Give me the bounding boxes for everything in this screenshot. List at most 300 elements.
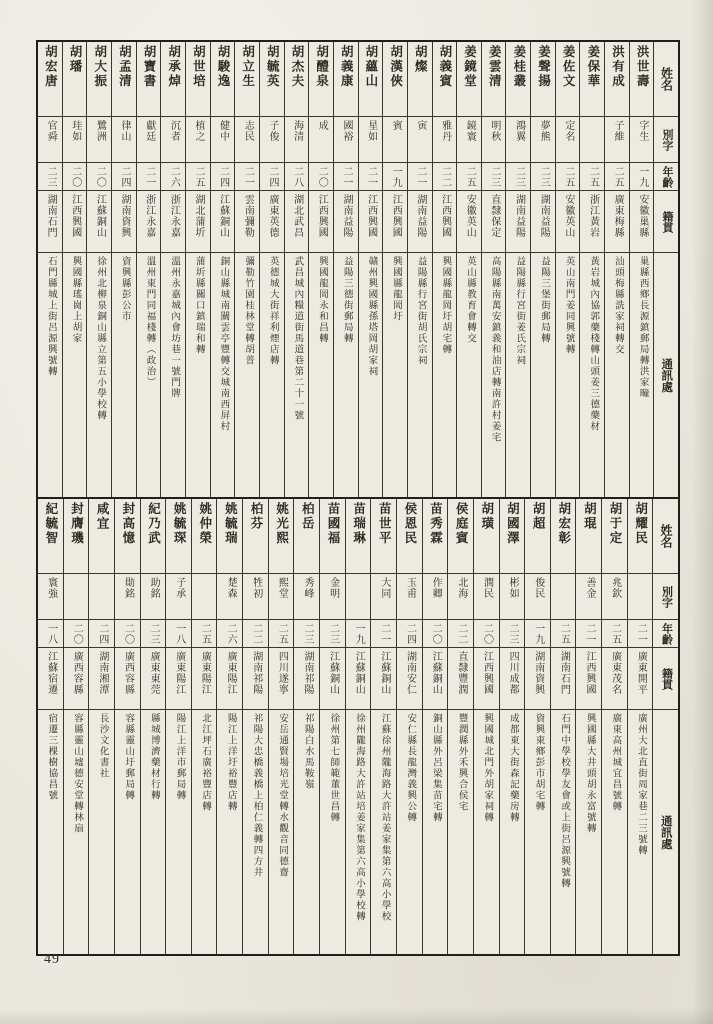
age-cell: 一八 bbox=[38, 619, 63, 647]
column-header-person-name: 姓名 bbox=[659, 67, 674, 91]
native-place-cell: 湖北蒲圻 bbox=[186, 190, 210, 252]
courtesy-name-cell: 植之 bbox=[186, 116, 210, 162]
contact-address-cell: 黃岩城內協郭藥棧轉山頭姜三德藥材 bbox=[580, 252, 604, 497]
person-name-cell: 胡孟清 bbox=[117, 45, 132, 89]
age-cell: 一八 bbox=[166, 619, 191, 647]
age-cell: 二三 bbox=[531, 162, 555, 190]
native-place-cell: 廣東英德 bbox=[260, 190, 284, 252]
person-column bbox=[268, 499, 294, 954]
page-number: 49 bbox=[44, 952, 60, 967]
native-place-cell: 安徽英山 bbox=[457, 190, 481, 252]
courtesy-name-cell: 定名 bbox=[556, 116, 580, 162]
person-name-cell: 胡義康 bbox=[339, 45, 354, 89]
native-place-cell: 江蘇銅山 bbox=[87, 190, 111, 252]
native-place-cell: 湖北武昌 bbox=[285, 190, 309, 252]
contact-address-cell: 彌勒竹園桂林堂轉胡普 bbox=[235, 252, 259, 497]
courtesy-name-cell: 子俊 bbox=[260, 116, 284, 162]
age-cell: 二五 bbox=[192, 619, 217, 647]
person-column bbox=[370, 499, 396, 954]
courtesy-name-cell bbox=[89, 573, 114, 619]
person-name-cell: 紀乃武 bbox=[146, 502, 161, 546]
native-place-cell: 廣東梅縣 bbox=[605, 190, 629, 252]
courtesy-name-cell: 玉甫 bbox=[397, 573, 422, 619]
person-column bbox=[293, 499, 319, 954]
courtesy-name-cell: 彬如 bbox=[500, 573, 525, 619]
courtesy-name-cell: 潤民 bbox=[474, 573, 499, 619]
person-column bbox=[524, 499, 550, 954]
native-place-cell: 湖南益陽 bbox=[334, 190, 358, 252]
age-cell: 二六 bbox=[161, 162, 185, 190]
courtesy-name-cell: 寰強 bbox=[38, 573, 63, 619]
contact-address-cell: 石門中學校學友會或上街呂源興號轉 bbox=[551, 709, 576, 954]
native-place-cell: 江蘇銅山 bbox=[371, 647, 396, 709]
native-place-cell: 江西興國 bbox=[309, 190, 333, 252]
person-name-cell: 姜佐文 bbox=[561, 45, 576, 89]
person-column bbox=[499, 499, 525, 954]
courtesy-name-cell: 珪如 bbox=[63, 116, 87, 162]
contact-address-cell: 成都東大街森記藥房轉 bbox=[500, 709, 525, 954]
native-place-cell: 湖南益陽 bbox=[408, 190, 432, 252]
age-cell: 二五 bbox=[551, 619, 576, 647]
person-name-cell: 姚仲榮 bbox=[197, 502, 212, 546]
person-column bbox=[505, 42, 530, 497]
courtesy-name-cell: 作卿 bbox=[423, 573, 448, 619]
person-column bbox=[38, 499, 63, 954]
person-name-cell: 胡燦 bbox=[413, 45, 428, 74]
age-cell: 二三 bbox=[320, 619, 345, 647]
courtesy-name-cell: 獻廷 bbox=[137, 116, 161, 162]
native-place-cell: 浙江永嘉 bbox=[161, 190, 185, 252]
contact-address-cell: 巢縣西鄉長源鎮郵局轉洪家疃 bbox=[630, 252, 654, 497]
native-place-cell: 江西興國 bbox=[63, 190, 87, 252]
native-place-cell: 江蘇宿遷 bbox=[38, 647, 63, 709]
contact-address-cell: 興國龍岡永和昌轉 bbox=[309, 252, 333, 497]
native-place-cell: 江西興國 bbox=[474, 647, 499, 709]
contact-address-cell: 英山縣教育會轉交 bbox=[457, 252, 481, 497]
person-column bbox=[601, 499, 627, 954]
age-cell: 二五 bbox=[457, 162, 481, 190]
age-cell: 二三 bbox=[294, 619, 319, 647]
native-place-cell: 江蘇銅山 bbox=[320, 647, 345, 709]
person-column bbox=[396, 499, 422, 954]
person-name-cell: 胡琨 bbox=[582, 502, 597, 531]
age-cell: 一九 bbox=[630, 162, 654, 190]
column-header-courtesy-name: 別字 bbox=[654, 116, 678, 162]
age-cell: 二一 bbox=[235, 162, 259, 190]
contact-address-cell: 興國縣龍岡圩 bbox=[383, 252, 407, 497]
courtesy-name-cell: 兆欽 bbox=[602, 573, 627, 619]
native-place-cell: 四川成都 bbox=[500, 647, 525, 709]
courtesy-name-cell: 子維 bbox=[605, 116, 629, 162]
person-name-cell: 姜雲清 bbox=[487, 45, 502, 89]
native-place-cell: 湖南安仁 bbox=[397, 647, 422, 709]
courtesy-name-cell: 大同 bbox=[371, 573, 396, 619]
courtesy-name-cell: 北海 bbox=[448, 573, 473, 619]
native-place-cell: 廣西容縣 bbox=[115, 647, 140, 709]
native-place-cell: 浙江黃岩 bbox=[580, 190, 604, 252]
age-cell: 二一 bbox=[576, 619, 601, 647]
person-column bbox=[604, 42, 629, 497]
contact-address-cell: 祁陽大忠橋義橋上柏仁義轉四方井 bbox=[243, 709, 268, 954]
person-name-cell: 柏岳 bbox=[300, 502, 315, 531]
native-place-cell: 廣東開平 bbox=[628, 647, 653, 709]
person-name-cell: 柏芬 bbox=[249, 502, 264, 531]
person-column bbox=[259, 42, 284, 497]
courtesy-name-cell: 牲初 bbox=[243, 573, 268, 619]
contact-address-cell: 安仁縣長龍灣義興公轉 bbox=[397, 709, 422, 954]
contact-address-cell: 陽江上洋圩裕豐店轉 bbox=[217, 709, 242, 954]
person-name-cell: 苗世平 bbox=[377, 502, 392, 546]
courtesy-name-cell: 楚森 bbox=[217, 573, 242, 619]
native-place-cell: 江蘇銅山 bbox=[346, 647, 371, 709]
age-cell: 二一 bbox=[334, 162, 358, 190]
person-column bbox=[136, 42, 161, 497]
directory-table-bottom bbox=[38, 497, 678, 954]
age-cell: 二五 bbox=[269, 619, 294, 647]
courtesy-name-cell bbox=[192, 573, 217, 619]
native-place-cell: 廣東陽江 bbox=[166, 647, 191, 709]
courtesy-name-cell: 官舜 bbox=[38, 116, 62, 162]
native-place-cell: 安徽英山 bbox=[556, 190, 580, 252]
person-column bbox=[165, 499, 191, 954]
native-place-cell: 湖南湘潭 bbox=[89, 647, 114, 709]
column-header-courtesy-name: 別字 bbox=[653, 573, 678, 619]
contact-address-cell: 汕頭梅縣詵家祠轉交 bbox=[605, 252, 629, 497]
age-cell: 二四 bbox=[89, 619, 114, 647]
person-column bbox=[114, 499, 140, 954]
native-place-cell: 廣西容縣 bbox=[64, 647, 89, 709]
courtesy-name-cell: 熙堂 bbox=[269, 573, 294, 619]
person-column bbox=[627, 499, 653, 954]
person-column bbox=[575, 499, 601, 954]
person-column bbox=[210, 42, 235, 497]
person-name-cell: 胡義賓 bbox=[437, 45, 452, 89]
age-cell: 二四 bbox=[260, 162, 284, 190]
age-cell: 二〇 bbox=[309, 162, 333, 190]
courtesy-name-cell: 助銘 bbox=[141, 573, 166, 619]
person-name-cell: 胡駿逸 bbox=[215, 45, 230, 89]
person-column bbox=[308, 42, 333, 497]
person-column bbox=[579, 42, 604, 497]
contact-address-cell: 資興縣彭公市 bbox=[112, 252, 136, 497]
person-name-cell: 侯庭賓 bbox=[454, 502, 469, 546]
person-column bbox=[38, 42, 62, 497]
person-name-cell: 胡醴泉 bbox=[314, 45, 329, 89]
courtesy-name-cell: 沉者 bbox=[161, 116, 185, 162]
contact-address-cell: 興國縣龍岡圩胡宅轉 bbox=[433, 252, 457, 497]
contact-address-cell: 陽江上洋市郵局轉 bbox=[166, 709, 191, 954]
contact-address-cell: 徐州隴海路大許站培姜家集第六高小學校轉 bbox=[346, 709, 371, 954]
person-name-cell: 封高憶 bbox=[120, 502, 135, 546]
courtesy-name-cell: 夢熊 bbox=[531, 116, 555, 162]
native-place-cell: 浙江永嘉 bbox=[137, 190, 161, 252]
age-cell: 二一 bbox=[359, 162, 383, 190]
contact-address-cell: 益陽三德街郵局轉 bbox=[334, 252, 358, 497]
person-column bbox=[86, 42, 111, 497]
contact-address-cell: 廣州大北直街周家巷二三號轉 bbox=[628, 709, 653, 954]
native-place-cell: 廣東陽江 bbox=[192, 647, 217, 709]
courtesy-name-cell: 成 bbox=[309, 116, 333, 162]
person-column bbox=[216, 499, 242, 954]
age-cell: 二五 bbox=[605, 162, 629, 190]
courtesy-name-cell: 鏡寰 bbox=[457, 116, 481, 162]
contact-address-cell: 長沙文化書社 bbox=[89, 709, 114, 954]
native-place-cell: 江西興國 bbox=[383, 190, 407, 252]
person-name-cell: 侯恩民 bbox=[402, 502, 417, 546]
age-cell: 二五 bbox=[580, 162, 604, 190]
contact-address-cell: 北江坪石廣裕豐店轉 bbox=[192, 709, 217, 954]
person-column bbox=[242, 499, 268, 954]
courtesy-name-cell bbox=[580, 116, 604, 162]
age-cell: 二三 bbox=[506, 162, 530, 190]
native-place-cell: 湖南資興 bbox=[525, 647, 550, 709]
courtesy-name-cell bbox=[551, 573, 576, 619]
courtesy-name-cell: 明秋 bbox=[482, 116, 506, 162]
courtesy-name-cell: 志民 bbox=[235, 116, 259, 162]
table-header-column bbox=[653, 42, 678, 497]
scan-edge-shadow-bottom bbox=[0, 1008, 713, 1024]
person-column bbox=[629, 42, 654, 497]
native-place-cell: 湖南祁陽 bbox=[243, 647, 268, 709]
native-place-cell: 江蘇銅山 bbox=[211, 190, 235, 252]
contact-address-cell: 豐潤縣外禾興合侯宅 bbox=[448, 709, 473, 954]
native-place-cell: 江西興國 bbox=[433, 190, 457, 252]
age-cell: 一九 bbox=[383, 162, 407, 190]
contact-address-cell: 祁陽白水馬鞍嶺 bbox=[294, 709, 319, 954]
person-name-cell: 苗國福 bbox=[325, 502, 340, 546]
age-cell: 二八 bbox=[285, 162, 309, 190]
person-name-cell: 胡漢俠 bbox=[388, 45, 403, 89]
person-name-cell: 姚光熙 bbox=[274, 502, 289, 546]
contact-address-cell: 益陽三堡街郵局轉 bbox=[531, 252, 555, 497]
contact-address-cell: 容縣靈山墟德安堂轉林扇 bbox=[64, 709, 89, 954]
native-place-cell: 江西興國 bbox=[359, 190, 383, 252]
person-column bbox=[333, 42, 358, 497]
contact-address-cell: 資興東鄉彭市胡宅轉 bbox=[525, 709, 550, 954]
courtesy-name-cell: 鷺洲 bbox=[87, 116, 111, 162]
person-column bbox=[555, 42, 580, 497]
contact-address-cell: 宿遷三棵樹協昌號 bbox=[38, 709, 63, 954]
contact-address-cell: 蒲圻縣關口鎮瑞和轉 bbox=[186, 252, 210, 497]
age-cell: 二四 bbox=[397, 619, 422, 647]
native-place-cell: 江蘇銅山 bbox=[423, 647, 448, 709]
person-column bbox=[160, 42, 185, 497]
person-name-cell: 姜桂叢 bbox=[511, 45, 526, 89]
age-cell: 二五 bbox=[602, 619, 627, 647]
courtesy-name-cell: 律山 bbox=[112, 116, 136, 162]
person-name-cell: 姚毓瑞 bbox=[223, 502, 238, 546]
person-column bbox=[432, 42, 457, 497]
contact-address-cell: 安岳通賢場培光堂轉水觀音同德齋 bbox=[269, 709, 294, 954]
person-column bbox=[88, 499, 114, 954]
contact-address-cell: 銅山縣城南關雲亭豐轉交城南西屏村 bbox=[211, 252, 235, 497]
person-name-cell: 胡耀民 bbox=[633, 502, 648, 546]
person-name-cell: 姜聲揚 bbox=[536, 45, 551, 89]
person-name-cell: 胡杰夫 bbox=[289, 45, 304, 89]
person-column bbox=[234, 42, 259, 497]
person-name-cell: 姜鏡堂 bbox=[462, 45, 477, 89]
person-column bbox=[191, 499, 217, 954]
courtesy-name-cell: 賓 bbox=[383, 116, 407, 162]
age-cell: 二〇 bbox=[63, 162, 87, 190]
person-name-cell: 胡立生 bbox=[240, 45, 255, 89]
age-cell: 二三 bbox=[482, 162, 506, 190]
native-place-cell: 雲南彌勒 bbox=[235, 190, 259, 252]
courtesy-name-cell: 子承 bbox=[166, 573, 191, 619]
age-cell: 二一 bbox=[628, 619, 653, 647]
person-name-cell: 苗瑞琳 bbox=[351, 502, 366, 546]
person-name-cell: 胡超 bbox=[531, 502, 546, 531]
native-place-cell: 廣東茂名 bbox=[602, 647, 627, 709]
native-place-cell: 湖南益陽 bbox=[531, 190, 555, 252]
courtesy-name-cell: 俊民 bbox=[525, 573, 550, 619]
courtesy-name-cell: 勛銘 bbox=[115, 573, 140, 619]
native-place-cell: 湖南益陽 bbox=[506, 190, 530, 252]
courtesy-name-cell: 秀峰 bbox=[294, 573, 319, 619]
person-name-cell: 姜保華 bbox=[585, 45, 600, 89]
contact-address-cell: 徐州第七師範董世昌轉 bbox=[320, 709, 345, 954]
age-cell: 二一 bbox=[408, 162, 432, 190]
person-name-cell: 胡毓英 bbox=[265, 45, 280, 89]
person-name-cell: 胡世培 bbox=[191, 45, 206, 89]
courtesy-name-cell bbox=[346, 573, 371, 619]
column-header-contact-address: 通訊處 bbox=[654, 252, 678, 497]
native-place-cell: 直隸豐潤 bbox=[448, 647, 473, 709]
age-cell: 二六 bbox=[217, 619, 242, 647]
contact-address-cell: 廣東高州城宜昌號轉 bbox=[602, 709, 627, 954]
courtesy-name-cell: 金明 bbox=[320, 573, 345, 619]
person-column bbox=[284, 42, 309, 497]
courtesy-name-cell: 寅 bbox=[408, 116, 432, 162]
person-name-cell: 苗秀霖 bbox=[428, 502, 443, 546]
courtesy-name-cell bbox=[64, 573, 89, 619]
person-column bbox=[530, 42, 555, 497]
column-header-person-name: 姓名 bbox=[659, 524, 673, 548]
native-place-cell: 江西興國 bbox=[576, 647, 601, 709]
contact-address-cell: 縣城博濟藥材行轉 bbox=[141, 709, 166, 954]
age-cell: 二四 bbox=[112, 162, 136, 190]
age-cell: 二一 bbox=[137, 162, 161, 190]
age-cell: 二〇 bbox=[64, 619, 89, 647]
person-column bbox=[63, 499, 89, 954]
age-cell: 二五 bbox=[556, 162, 580, 190]
contact-address-cell: 英山南門姜同興號轉 bbox=[556, 252, 580, 497]
age-cell: 一九 bbox=[525, 619, 550, 647]
scan-edge-shadow-right bbox=[691, 0, 713, 1024]
person-name-cell: 紀毓智 bbox=[43, 502, 58, 546]
table-header-column bbox=[652, 499, 678, 954]
person-column bbox=[382, 42, 407, 497]
contact-address-cell: 英德城大街祥利煙店轉 bbox=[260, 252, 284, 497]
person-column bbox=[358, 42, 383, 497]
native-place-cell: 安徽巢縣 bbox=[630, 190, 654, 252]
age-cell: 二〇 bbox=[423, 619, 448, 647]
courtesy-name-cell bbox=[628, 573, 653, 619]
person-name-cell: 姚毓琛 bbox=[172, 502, 187, 546]
courtesy-name-cell: 雅丹 bbox=[433, 116, 457, 162]
native-place-cell: 廣東東莞 bbox=[141, 647, 166, 709]
column-header-contact-address: 通訊處 bbox=[653, 709, 678, 954]
contact-address-cell: 贛州興國縣孫塔岡胡家祠 bbox=[359, 252, 383, 497]
contact-address-cell: 溫州永嘉城內會坊巷一號門牌 bbox=[161, 252, 185, 497]
person-column bbox=[422, 499, 448, 954]
person-name-cell: 胡璠 bbox=[68, 45, 83, 74]
person-column bbox=[185, 42, 210, 497]
contact-address-cell: 興國縣瑤崗上胡家 bbox=[63, 252, 87, 497]
person-column bbox=[140, 499, 166, 954]
native-place-cell: 四川遂寧 bbox=[269, 647, 294, 709]
contact-address-cell: 益陽縣行宮街姜氏宗祠 bbox=[506, 252, 530, 497]
person-name-cell: 胡蘊山 bbox=[363, 45, 378, 89]
native-place-cell: 湖南石門 bbox=[38, 190, 62, 252]
directory-sheet bbox=[36, 40, 680, 956]
contact-address-cell: 益陽縣行宮街胡氏宗祠 bbox=[408, 252, 432, 497]
courtesy-name-cell: 國裕 bbox=[334, 116, 358, 162]
person-name-cell: 封膺璣 bbox=[69, 502, 84, 546]
person-name-cell: 胡大振 bbox=[92, 45, 107, 89]
native-place-cell: 直隸保定 bbox=[482, 190, 506, 252]
age-cell: 二〇 bbox=[474, 619, 499, 647]
person-column bbox=[407, 42, 432, 497]
contact-address-cell: 武昌城內糧道街馬道巷第二十一號 bbox=[285, 252, 309, 497]
native-place-cell: 湖南石門 bbox=[551, 647, 576, 709]
courtesy-name-cell: 星如 bbox=[359, 116, 383, 162]
person-name-cell: 胡于定 bbox=[607, 502, 622, 546]
person-name-cell: 胡寶書 bbox=[142, 45, 157, 89]
contact-address-cell: 興國城北門外胡家祠轉 bbox=[474, 709, 499, 954]
person-name-cell: 洪有成 bbox=[610, 45, 625, 89]
courtesy-name-cell: 鴻翼 bbox=[506, 116, 530, 162]
age-cell: 二三 bbox=[141, 619, 166, 647]
age-cell: 二三 bbox=[38, 162, 62, 190]
person-name-cell: 胡國澤 bbox=[505, 502, 520, 546]
courtesy-name-cell: 海清 bbox=[285, 116, 309, 162]
person-column bbox=[456, 42, 481, 497]
contact-address-cell: 容縣靈山圩郵局轉 bbox=[115, 709, 140, 954]
column-header-native-place: 籍貫 bbox=[654, 190, 678, 252]
person-column bbox=[473, 499, 499, 954]
person-column bbox=[62, 42, 87, 497]
age-cell: 二〇 bbox=[87, 162, 111, 190]
person-column bbox=[550, 499, 576, 954]
age-cell: 二三 bbox=[500, 619, 525, 647]
contact-address-cell: 高陽縣南萬安鎮義和油店轉南許村姜宅 bbox=[482, 252, 506, 497]
person-name-cell: 胡璜 bbox=[479, 502, 494, 531]
age-cell: 二一 bbox=[371, 619, 396, 647]
age-cell: 一九 bbox=[346, 619, 371, 647]
contact-address-cell: 石門縣城上街呂源興號轉 bbox=[38, 252, 62, 497]
person-column bbox=[481, 42, 506, 497]
age-cell: 二二 bbox=[243, 619, 268, 647]
contact-address-cell: 銅山縣外呂梁集苗宅轉 bbox=[423, 709, 448, 954]
native-place-cell: 湖南祁陽 bbox=[294, 647, 319, 709]
person-column bbox=[345, 499, 371, 954]
person-name-cell: 咸宜 bbox=[95, 502, 110, 531]
age-cell: 二二 bbox=[448, 619, 473, 647]
person-column bbox=[319, 499, 345, 954]
person-name-cell: 胡宏彰 bbox=[556, 502, 571, 546]
directory-table-top bbox=[38, 42, 678, 497]
age-cell: 二二 bbox=[433, 162, 457, 190]
contact-address-cell: 江蘇徐州隴海路大許站姜家集第六高小學校 bbox=[371, 709, 396, 954]
age-cell: 二〇 bbox=[115, 619, 140, 647]
contact-address-cell: 興國縣大井頭胡永富號轉 bbox=[576, 709, 601, 954]
contact-address-cell: 徐州北柳泉銅山縣立第五小學校轉 bbox=[87, 252, 111, 497]
courtesy-name-cell: 善金 bbox=[576, 573, 601, 619]
person-column bbox=[447, 499, 473, 954]
age-cell: 二四 bbox=[211, 162, 235, 190]
courtesy-name-cell: 字生 bbox=[630, 116, 654, 162]
